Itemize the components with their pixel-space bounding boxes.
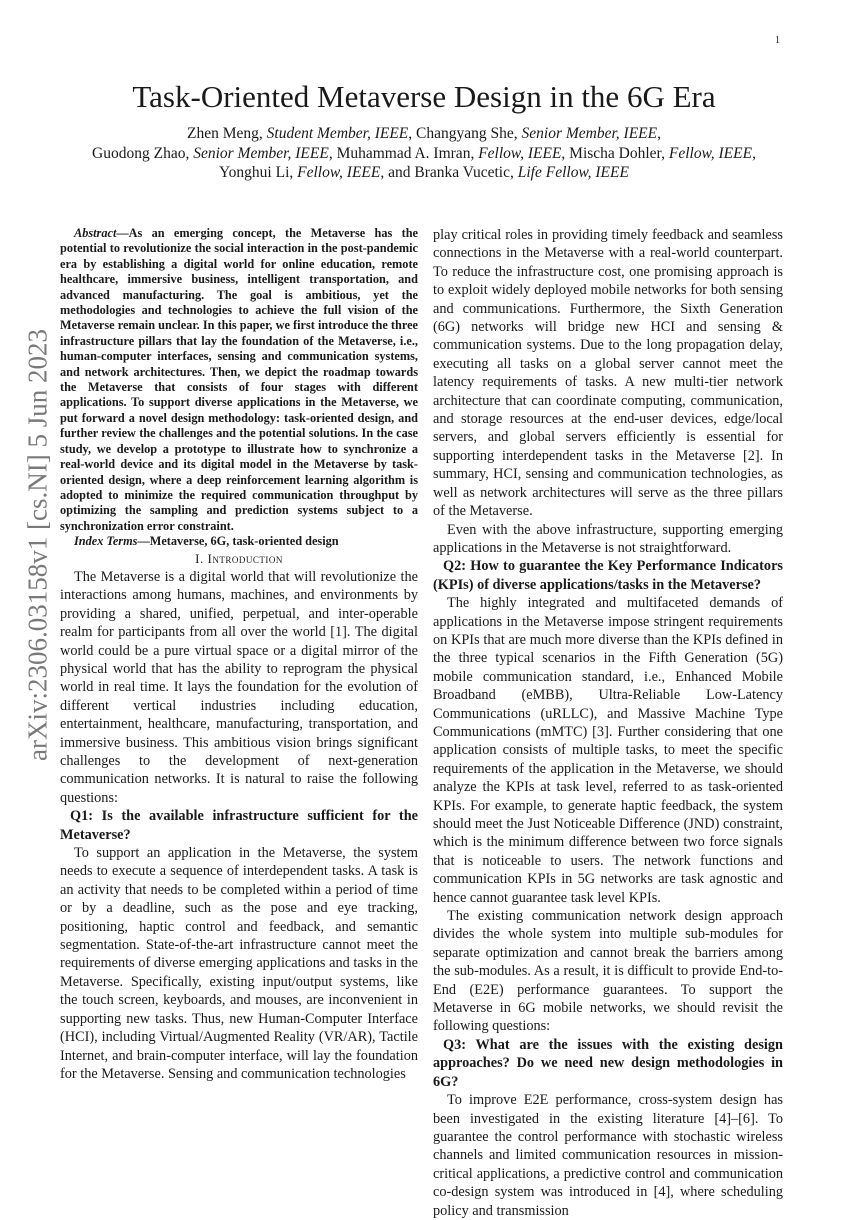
index-terms-label: Index Terms xyxy=(74,534,138,549)
section-heading-introduction: I. Introduction xyxy=(195,550,283,566)
abstract-label: Abstract xyxy=(74,226,117,240)
arxiv-sidebar-stamp xyxy=(18,215,58,875)
author-role: Fellow, IEEE xyxy=(478,144,562,162)
paragraph-e2e: To improve E2E performance, cross-system design has been investigated in the existing literature [4]–[6]. To guarantee the control performance with stochastic wireless channels and limited communication resources in mission-critical applications, a predictive control and communication co-design system was introduced in [4], where scheduling policy and transmission xyxy=(433,1092,783,1219)
arxiv-id: arXiv:2306.03158v1 [cs.NI] 5 Jun 2023 xyxy=(22,329,53,761)
author-name: Branka Vucetic xyxy=(414,164,510,181)
paragraph-design-approach: The existing communication network design approach divides the whole system into multiple sub-modules for separate optimization and cannot break the barriers among the sub-modules. As a result, it is difficult to provide End-to-End (E2E) performance guarantees. To support the Metaverse in 6G mobile networks, we should revisit the following questions: xyxy=(433,908,783,1035)
question-q3: Q3: What are the issues with the existing design approaches? Do we need new design methodologies in 6G? xyxy=(433,1036,783,1090)
author-role: Life Fellow, IEEE xyxy=(517,164,629,181)
q1-paragraph: To support an application in the Metaverse, the system needs to execute a sequence of interdependent tasks. A task is an activity that needs to be completed within a period of time or by a deadline, such as the pose and eye tracking, positioning, haptic control and feedback, and semantic segmentation. State-of-the-art infrastructure cannot meet the requirements of diverse emerging applications and tasks in the Metaverse. Specifically, existing input/output systems, like the touch screen, keyboards, and mouses, are inconvenient in supporting new tasks. Thus, new Human-Computer Interface (HCI), including Virtual/Augmented Reality (VR/AR), Tactile Internet, and brain-computer interface, will lay the foundation for the Metaverse. Sensing and communication technologies xyxy=(60,845,418,1082)
author-name: Zhen Meng xyxy=(187,125,259,142)
paragraph-infrastructure: play critical roles in providing timely feedback and seamless connections in the Metaverse with a real-world counterpart. To reduce the infrastructure cost, one promising approach is to exploit widely deployed mobile networks for both sensing and communications. Furthermore, the Sixth Generation (6G) networks will bridge new HCI and sensing & communication systems. Due to the long propagation delay, executing all tasks on a global server cannot meet the latency requirements of tasks. A new multi-tier network architecture that can coordinate computing, communication, and storage resources at the end-user devices, edge/local servers, and global servers efficiently is essential for supporting interdependent tasks in the Metaverse [2]. In summary, HCI, sensing and communication technologies, as well as network architectures will serve as the three pillars of the Metaverse. xyxy=(433,227,783,520)
author-list: Zhen Meng, Student Member, IEEE, Changyang She, Senior Member, IEEE, Guodong Zhao, Senior Member, IEEE, Muhammad A. Imran, Fellow, IEEE, Mischa Dohler, Fellow, IEEE, Yonghui Li, Fellow, IEEE, and Branka Vucetic, Life Fellow, IEEE xyxy=(92,125,756,181)
author-name: Muhammad A. Imran xyxy=(336,144,471,162)
abstract: Abstract—As an emerging concept, the Metaverse has the potential to revolutionize the social interaction in the post-pandemic era by establishing a digital world for online education, remote healthcare, immersive business, intelligent transportation, and advanced manufacturing. The goal is ambitious, yet the methodologies and technologies to achieve the full vision of the Metaverse remain unclear. In this paper, we first introduce the three infrastructure pillars that lay the foundation of the Metaverse, i.e., human-computer interfaces, sensing and communication systems, and network architectures. Then, we depict the roadmap towards the Metaverse that consists of four stages with different applications. To support diverse applications in the Metaverse, we put forward a novel design methodology: task-oriented design, and further review the challenges and the potential solutions. In the case study, we develop a prototype to illustrate how to synchronize a real-world device and its digital model in the Metaverse by task-oriented design, where a deep reinforcement learning algorithm is adopted to minimize the required communication throughput by optimizing the sampling and prediction systems subject to a synchronization error constraint. xyxy=(60,226,418,533)
paper-title: Task-Oriented Metaverse Design in the 6G Era xyxy=(132,79,716,114)
author-conjunction: and xyxy=(388,164,411,181)
paragraph-kpis: The highly integrated and multifaceted demands of applications in the Metaverse impose stringent requirements on KPIs that are much more diverse than the KPIs defined in the three typical scenarios in the Fifth Generation (5G) mobile communication standard, i.e., Enhanced Mobile Broadband (eMBB), Ultra-Reliable Low-Latency Communications (uRLLC), and Massive Machine Type Communications (mMTC) [3]. Further considering that one application consists of multiple tasks, to meet the specific requirements of the application in the Metaverse, we should analyze the KPIs at task level, referred to as task-oriented KPIs. For example, to generate haptic feedback, the system should meet the Just Noticeable Difference (JND) constraint, which is the minimum difference between two force signals that is noticeable to users. The network functions and communication KPIs in 5G networks are task agnostic and hence cannot guarantee task level KPIs. xyxy=(433,595,783,906)
index-terms-text: Metaverse, 6G, task-oriented design xyxy=(149,534,339,549)
author-name: Guodong Zhao xyxy=(92,144,186,162)
author-role: Senior Member, IEEE xyxy=(193,144,329,162)
index-terms: Index Terms—Metaverse, 6G, task-oriented design xyxy=(74,534,339,549)
paragraph-transition: Even with the above infrastructure, supporting emerging applications in the Metaverse is not straightforward. xyxy=(433,521,783,556)
question-q1: Q1: Is the available infrastructure sufficient for the Metaverse? xyxy=(60,808,418,843)
abstract-text: As an emerging concept, the Metaverse has the potential to revolutionize the social interaction in the post-pandemic era by establishing a digital world for online education, remote healthcare, immersive business, intelligent transportation, and advanced manufacturing. The goal is ambitious, yet the methodologies and technologies to achieve the full vision of the Metaverse remain unclear. In this paper, we first introduce the three infrastructure pillars that lay the foundation of the Metaverse, i.e., human-computer interfaces, sensing and communication systems, and network architectures. Then, we depict the roadmap towards the Metaverse that consists of four stages with different applications. To support diverse applications in the Metaverse, we put forward a novel design methodology: task-oriented design, and further review the challenges and the potential solutions. In the case study, we develop a prototype to illustrate how to synchronize a real-world device and its digital model in the Metaverse by task-oriented design, where a deep reinforcement learning algorithm is adopted to minimize the required communication throughput by optimizing the sampling and prediction systems subject to a synchronization error constraint. xyxy=(60,226,418,533)
author-name: Yonghui Li xyxy=(219,164,290,181)
author-name: Changyang She xyxy=(416,125,514,142)
right-column xyxy=(433,226,783,1220)
intro-paragraph: The Metaverse is a digital world that will revolutionize the interactions among humans, machines, and environments by providing a shared, unified, perpetual, and inter-operable realm for participants from all over the world [1]. The digital world could be a pure virtual space or a digital mirror of the physical world that has the ability to reprogram the physical world in real time. It lays the foundation for the evolution of different vertical industries including education, entertainment, healthcare, manufacturing, transportation, and immersive business. This ambitious vision brings significant challenges to the development of next-generation communication networks. It is natural to raise the following questions: xyxy=(60,568,418,806)
author-role: Senior Member, IEEE xyxy=(521,125,658,142)
left-column xyxy=(60,226,418,1083)
author-role: Fellow, IEEE xyxy=(297,164,381,181)
author-role: Fellow, IEEE xyxy=(668,144,753,162)
author-role: Student Member, IEEE xyxy=(266,125,409,142)
page-number: 1 xyxy=(775,35,780,46)
author-name: Mischa Dohler xyxy=(569,144,662,162)
question-q2: Q2: How to guarantee the Key Performance Indicators (KPIs) of diverse applications/tasks in the Metaverse? xyxy=(433,558,783,593)
